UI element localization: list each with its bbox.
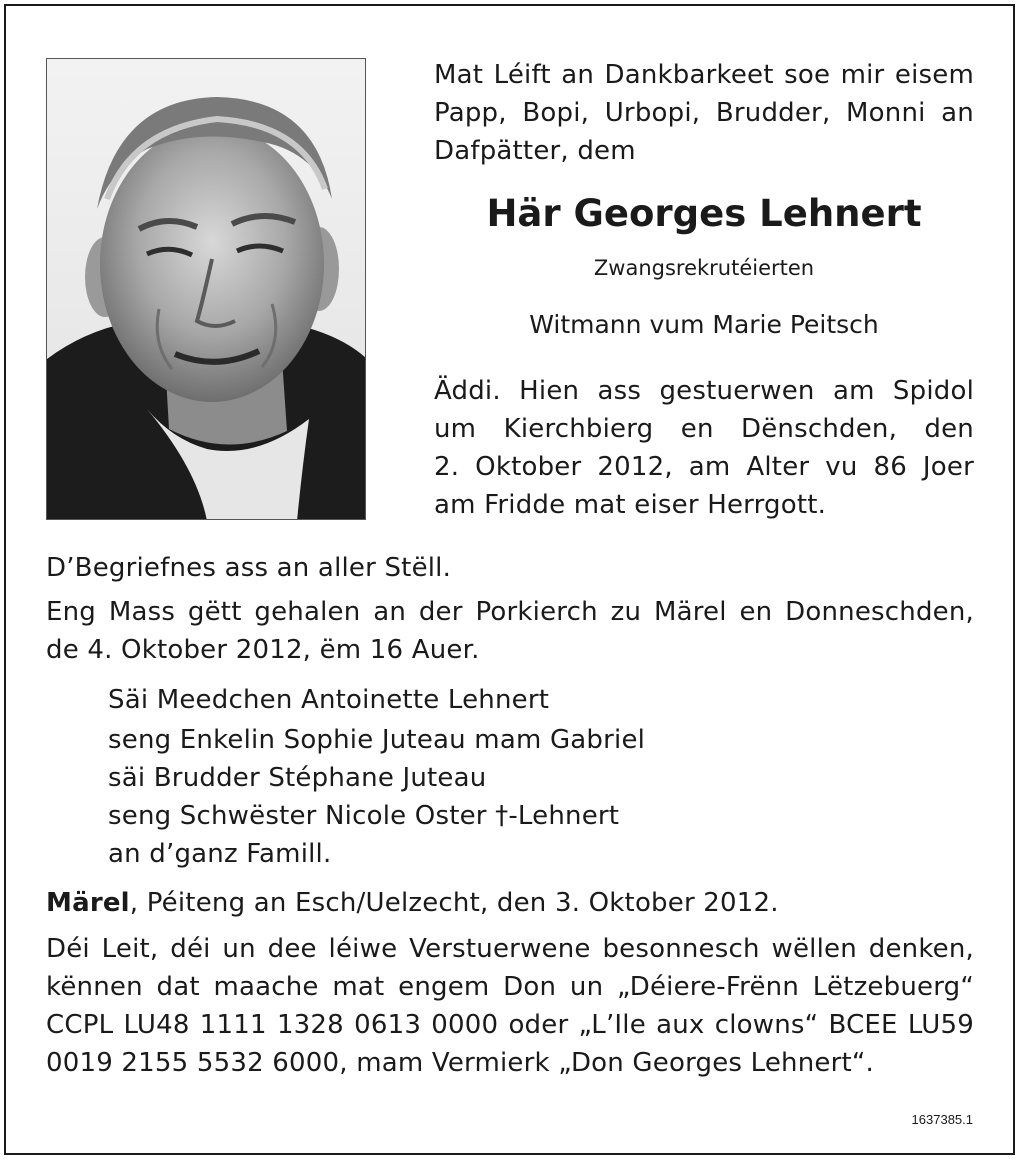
mass-info-line-2: de 4. Oktober 2012, ëm 16 Auer. xyxy=(46,635,480,665)
family-line-4: seng Schwëster Nicole Oster †-Lehnert xyxy=(108,801,620,831)
portrait-photo xyxy=(46,58,366,520)
death-line-4: am Fridde mat eiser Herrgott. xyxy=(434,490,827,520)
donation-line-1: Déi Leit, déi un dee léiwe Verstuerwene besonnesch wëllen denken, xyxy=(46,934,974,964)
mass-info-line-1: Eng Mass gëtt gehalen an der Porkierch zu Märel en Donneschden, xyxy=(46,597,974,627)
reference-number: 1637385.1 xyxy=(911,1112,973,1127)
place-name: Märel xyxy=(46,888,130,918)
deceased-name: Här Georges Lehnert xyxy=(486,192,922,235)
family-line-5: an d’ganz Famill. xyxy=(108,839,332,869)
family-line-3: säi Brudder Stéphane Juteau xyxy=(108,763,487,793)
intro-line-1: Mat Léift an Dankbarkeet soe mir eisem xyxy=(434,60,974,90)
intro-line-3: Dafpätter, dem xyxy=(434,136,636,166)
donation-line-2: kënnen dat maache mat engem Don un „Déiere-Frënn Lëtzebuerg“ xyxy=(46,972,974,1002)
donation-line-4: 0019 2155 5532 6000, mam Vermierk „Don Georges Lehnert“. xyxy=(46,1048,875,1078)
deceased-subtitle: Zwangsrekrutéierten xyxy=(593,256,815,280)
burial-info: D’Begriefnes ass an aller Stëll. xyxy=(46,553,452,583)
intro-line-2: Papp, Bopi, Urbopi, Brudder, Monni an xyxy=(434,98,974,128)
death-line-2: um Kierchbierg en Dënschden, den xyxy=(434,414,974,444)
place-date-rest: , Péiteng an Esch/Uelzecht, den 3. Oktober 2012. xyxy=(129,888,779,918)
death-line-1: Äddi. Hien ass gestuerwen am Spidol xyxy=(434,376,974,406)
widower-line: Witmann vum Marie Peitsch xyxy=(529,310,879,339)
donation-line-3: CCPL LU48 1111 1328 0613 0000 oder „L’Ile aux clowns“ BCEE LU59 xyxy=(46,1010,974,1040)
place-date xyxy=(46,886,779,920)
family-line-2: seng Enkelin Sophie Juteau mam Gabriel xyxy=(108,725,646,755)
family-line-1: Säi Meedchen Antoinette Lehnert xyxy=(108,685,550,715)
death-line-3: 2. Oktober 2012, am Alter vu 86 Joer xyxy=(434,452,974,482)
